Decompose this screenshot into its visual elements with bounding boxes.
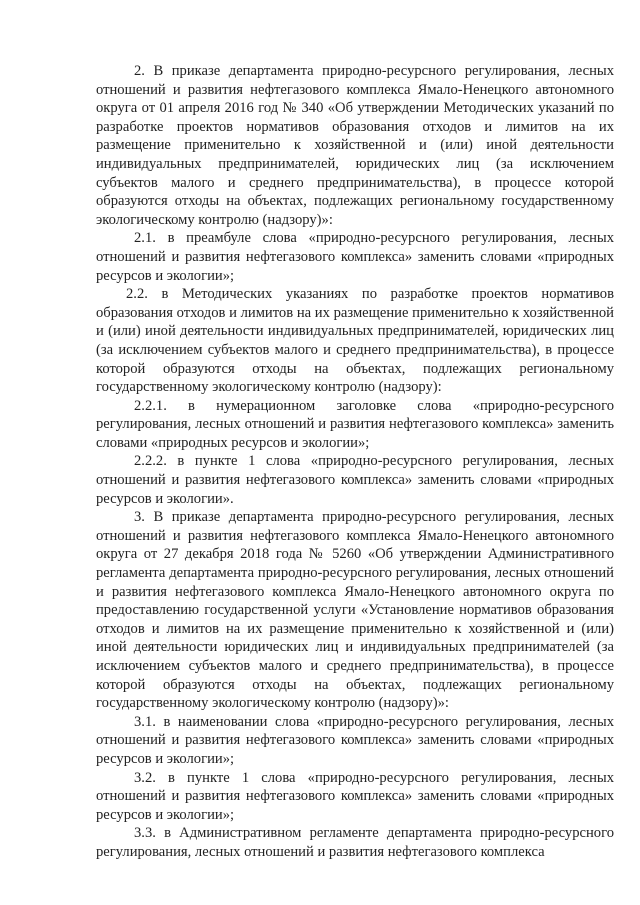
paragraph-2: 2. В приказе департамента природно-ресурсного регулирования, лесных отношений и развития нефтегазового комплекса Ямало-Ненецкого автономного округа от 01 апреля 2016 год № 340 «Об утверждении Методических указаний по разработке проектов нормативов образования отходов и лимитов на их размещение применительно к хозяйственной и (или) иной деятельности индивидуальных предпринимателей, юридических лиц (за исключением субъектов малого и среднего предпринимательства), в процессе которой образуются отходы на объектах, подлежащих региональному государственному экологическому контролю (надзору)»: [96, 63, 614, 228]
paragraph-3-1: 3.1. в наименовании слова «природно-ресурсного регулирования, лесных отношений и развития нефтегазового комплекса» заменить словами «природных ресурсов и экологии»; [96, 713, 614, 767]
paragraph-2-2-1: 2.2.1. в нумерационном заголовке слова «природно-ресурсного регулирования, лесных отношений и развития нефтегазового комплекса» заменить словами «природных ресурсов и экологии»; [96, 397, 614, 451]
paragraph-2-2-2: 2.2.2. в пункте 1 слова «природно-ресурсного регулирования, лесных отношений и развития нефтегазового комплекса» заменить словами «природных ресурсов и экологии». [96, 453, 614, 507]
paragraph-2-1: 2.1. в преамбуле слова «природно-ресурсного регулирования, лесных отношений и развития нефтегазового комплекса» заменить словами «природных ресурсов и экологии»; [96, 230, 614, 284]
document-page [96, 62, 614, 862]
paragraph-3-2: 3.2. в пункте 1 слова «природно-ресурсного регулирования, лесных отношений и развития нефтегазового комплекса» заменить словами «природных ресурсов и экологии»; [96, 769, 614, 823]
paragraph-3: 3. В приказе департамента природно-ресурсного регулирования, лесных отношений и развития нефтегазового комплекса Ямало-Ненецкого автономного округа от 27 декабря 2018 года № 5260 «Об утверждении Административного регламента департамента природно-ресурсного регулирования, лесных отношений и развития нефтегазового комплекса Ямало-Ненецкого автономного округа по предоставлению государственной услуги «Установление нормативов образования отходов и лимитов на их размещение применительно к хозяйственной и (или) иной деятельности юридических лиц и индивидуальных предпринимателей (за исключением субъектов малого и среднего предпринимательства), в процессе которой образуются отходы на объектах, подлежащих региональному государственному экологическому контролю (надзору)»: [96, 509, 614, 712]
paragraph-3-3: 3.3. в Административном регламенте департамента природно-ресурсного регулирования, лесных отношений и развития нефтегазового комплекса [96, 825, 614, 860]
paragraph-2-2: 2.2. в Методических указаниях по разработке проектов нормативов образования отходов и лимитов на их размещение применительно к хозяйственной и (или) иной деятельности индивидуальных предпринимателей, юридических лиц (за исключением субъектов малого и среднего предпринимательства), в процессе которой образуются отходы на объектах, подлежащих региональному государственному экологическому контролю (надзору): [96, 286, 614, 396]
